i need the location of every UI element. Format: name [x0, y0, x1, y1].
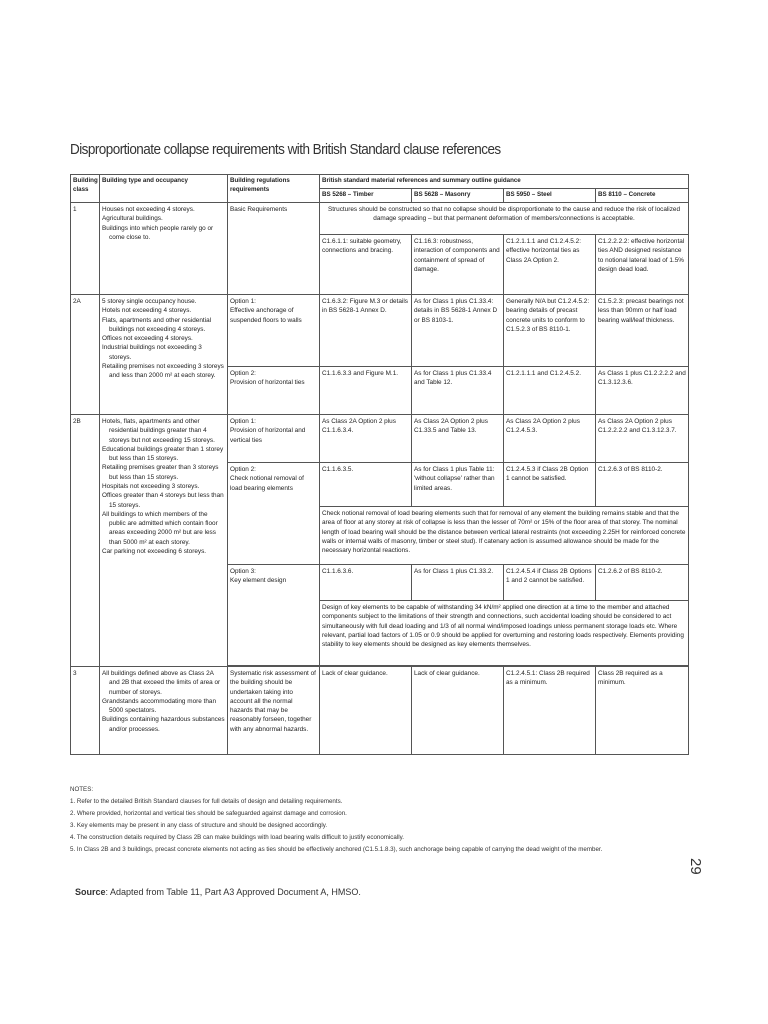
- header-masonry: BS 5628 – Masonry: [412, 188, 504, 202]
- class-2b-opt1-concrete: As Class 2A Option 2 plus C1.2.2.2.2 and C1.3.12.3.7.: [596, 414, 689, 462]
- list-item: Flats, apartments and other residential buildings not exceeding 4 storeys.: [102, 316, 212, 333]
- class-2b-opt2-masonry: As for Class 1 plus Table 11: 'without collapse' rather than limited areas.: [412, 462, 504, 506]
- class-2b-opt3-timber: C1.1.6.3.6.: [320, 564, 412, 600]
- list-item: Agricultural buildings.: [102, 215, 163, 223]
- class-2a-types: [100, 294, 228, 414]
- list-item: Houses not exceeding 4 storeys.: [102, 205, 195, 213]
- header-type: Building type and occupancy: [100, 175, 228, 203]
- note-item: 4. The construction details required by Class 2B can make buildings with load bearing walls difficult to justify economically.: [70, 834, 404, 842]
- header-regs: Building regulations requirements: [228, 175, 320, 203]
- class-2a-opt1-masonry: As for Class 1 plus C1.33.4: details in BS 5628-1 Annex D or BS 8103-1.: [412, 294, 504, 366]
- class-3-label: 3: [71, 666, 100, 754]
- header-timber: BS 5268 – Timber: [320, 188, 412, 202]
- class-1-masonry: C1.16.3: robustness, interaction of components and containment of spread of damage.: [412, 234, 504, 294]
- note-item: 2. Where provided, horizontal and vertical ties should be safeguarded against damage and corrosion.: [70, 810, 347, 818]
- class-2a-option-1: Option 1: Effective anchorage of suspended floors to walls: [228, 294, 320, 366]
- class-1-requirement: Basic Requirements: [228, 202, 320, 294]
- class-2b-label: 2B: [71, 414, 100, 666]
- class-2b-opt2-timber: C1.1.6.3.5.: [320, 462, 412, 506]
- header-concrete: BS 8110 – Concrete: [596, 188, 689, 202]
- class-2b-opt1-timber: As Class 2A Option 2 plus C1.1.6.3.4.: [320, 414, 412, 462]
- list-item: Industrial buildings not exceeding 3 storeys.: [102, 344, 202, 361]
- class-2a-opt2-concrete: As Class 1 plus C1.2.2.2.2 and C1.3.12.3.6.: [596, 366, 689, 414]
- list-item: Offices not exceeding 4 storeys.: [102, 335, 193, 343]
- list-item: Retailing premises not exceeding 3 storeys and less than 2000 m² at each storey.: [102, 362, 224, 380]
- class-1-label: 1: [71, 202, 100, 294]
- class-2b-option-3: Option 3: Key element design: [228, 564, 320, 665]
- class-1-timber: C1.6.1.1: suitable geometry, connections and bracing.: [320, 234, 412, 294]
- class-3-requirement: Systematic risk assessment of the building should be undertaken taking into account all the normal hazards that may be reasonably forseen, together with any abnormal hazards.: [228, 666, 320, 754]
- class-2b-opt2-concrete: C1.2.6.3 of BS 8110-2.: [596, 462, 689, 506]
- header-bs-group: British standard material references and summary outline guidance: [320, 175, 689, 189]
- class-2a-opt1-timber: C1.6.3.2: Figure M.3 or details in BS 5628-1 Annex D.: [320, 294, 412, 366]
- list-item: Car parking not exceeding 6 storeys.: [102, 547, 207, 555]
- note-item: 1. Refer to the detailed British Standard clauses for full details of design and detailing requirements.: [70, 798, 343, 806]
- class-2b-opt3-span-text: Design of key elements to be capable of withstanding 34 kN/m² applied one direction at a time to the member and attached components subject to the limitations of their strength and connections, such accidental loading should be considered to act simultaneously with full dead loading and 1/3 of all normal wind/imposed loadings unless permanent storage loads etc. Where relevant, partial load factors of 1.05 or 0.9 should be applied for overturning and restoring loads respectively. Elements providing stability to key elements should be designed as key elements themselves.: [320, 600, 689, 665]
- list-item: Hotels not exceeding 4 storeys.: [102, 307, 192, 315]
- class-2a-opt2-steel: C1.2.1.1.1 and C1.2.4.5.2.: [504, 366, 596, 414]
- class-1-steel: C1.2.1.1.1 and C1.2.4.5.2: effective horizontal ties as Class 2A Option 2.: [504, 234, 596, 294]
- source-label: Source: [75, 887, 106, 897]
- note-item: 3. Key elements may be present in any class of structure and should be designed accordingly.: [70, 822, 328, 830]
- page-number: 29: [687, 858, 704, 875]
- list-item: Offices greater than 4 storeys but less than 15 storeys.: [102, 492, 224, 509]
- class-2a-opt2-timber: C1.1.6.3.3 and Figure M.1.: [320, 366, 412, 414]
- notes: [70, 784, 602, 857]
- class-2b-opt3-masonry: As for Class 1 plus C1.33.2.: [412, 564, 504, 600]
- list-item: Educational buildings greater than 1 storey but less than 15 storeys.: [102, 445, 224, 463]
- class-2a-label: 2A: [71, 294, 100, 414]
- list-item: Retailing premises greater than 3 storeys but less than 15 storeys.: [102, 464, 219, 481]
- requirements-table: [70, 174, 689, 755]
- header-class: Building class: [71, 175, 100, 203]
- page-title: Disproportionate collapse requirements with British Standard clause references: [70, 141, 501, 158]
- source-line: [75, 887, 361, 897]
- list-item: Buildings into which people rarely go or come close to.: [102, 224, 214, 241]
- list-item: All buildings defined above as Class 2A and 2B that exceed the limits of area or number of storeys.: [102, 669, 221, 696]
- class-1-types: [100, 202, 228, 294]
- class-2b-types: [100, 414, 228, 666]
- list-item: All buildings to which members of the public are admitted which contain floor areas exceeding 2000 m² but are less than 5000 m² at each storey.: [102, 510, 218, 546]
- note-item: 5. In Class 2B and 3 buildings, precast concrete elements not acting as ties should be effectively anchored (C1.5.1.8.3), such anchorage being capable of carrying the dead weight of the member.: [70, 846, 603, 854]
- list-item: Buildings containing hazardous substances and/or processes.: [102, 716, 225, 733]
- class-3-timber: Lack of clear guidance.: [320, 666, 412, 754]
- class-2a-opt1-steel: Generally N/A but C1.2.4.5.2: bearing details of precast concrete units to conform to C1.5.2.3 of BS 8110-1.: [504, 294, 596, 366]
- class-3-masonry: Lack of clear guidance.: [412, 666, 504, 754]
- class-2b-opt2-steel: C1.2.4.5.3 if Class 2B Option 1 cannot be satisfied.: [504, 462, 596, 506]
- class-1-span-text: Structures should be constructed so that no collapse should be disproportionate to the cause and reduce the risk of localized damage spreading – but that permanent deformation of members/connections is acceptable.: [320, 202, 689, 234]
- class-3-concrete: Class 2B required as a minimum.: [596, 666, 689, 754]
- class-2b-opt1-steel: As Class 2A Option 2 plus C1.2.4.5.3.: [504, 414, 596, 462]
- class-2b-opt1-masonry: As Class 2A Option 2 plus C1.33.5 and Table 13.: [412, 414, 504, 462]
- class-2b-option-2: Option 2: Check notional removal of load bearing elements: [228, 462, 320, 564]
- class-3-types: [100, 666, 228, 754]
- class-2b-opt3-concrete: C1.2.6.2 of BS 8110-2.: [596, 564, 689, 600]
- list-item: Grandstands accommodating more than 5000 spectators.: [102, 697, 217, 715]
- class-2b-option-1: Option 1: Provision of horizontal and vertical ties: [228, 414, 320, 462]
- list-item: 5 storey single occupancy house.: [102, 297, 197, 305]
- class-3-steel: C1.2.4.5.1: Class 2B required as a minimum.: [504, 666, 596, 754]
- class-2b-opt2-span-text: Check notional removal of load bearing elements such that for removal of any element the building remains stable and that the area of floor at any storey at risk of collapse is less than the lesser of 70m² or 15% of the floor area of that storey. The nominal length of load bearing wall should be the distance between vertical lateral restraints (not exceeding 2.25H for reinforced concrete walls or internal walls of masonry, timber or steel stud). If catenary action is assumed allowance should be made for the necessary horizontal reactions.: [320, 506, 689, 564]
- source-text: : Adapted from Table 11, Part A3 Approved Document A, HMSO.: [105, 887, 361, 897]
- class-2a-opt1-concrete: C1.5.2.3: precast bearings not less than 90mm or half load bearing wall/leaf thickness.: [596, 294, 689, 366]
- list-item: Hotels, flats, apartments and other residential buildings greater than 4 storeys but not exceeding 15 storeys.: [102, 417, 215, 444]
- list-item: Hospitals not exceeding 3 storeys.: [102, 482, 200, 490]
- class-1-concrete: C1.2.2.2.2: effective horizontal ties AND designed resistance to notional lateral load of 1.5% design dead load.: [596, 234, 689, 294]
- class-2a-opt2-masonry: As for Class 1 plus C1.33.4 and Table 12.: [412, 366, 504, 414]
- class-2b-opt3-steel: C1.2.4.5.4 if Class 2B Options 1 and 2 cannot be satisfied.: [504, 564, 596, 600]
- header-steel: BS 5950 – Steel: [504, 188, 596, 202]
- notes-heading: NOTES:: [70, 786, 94, 793]
- class-2a-option-2: Option 2: Provision of horizontal ties: [228, 366, 320, 414]
